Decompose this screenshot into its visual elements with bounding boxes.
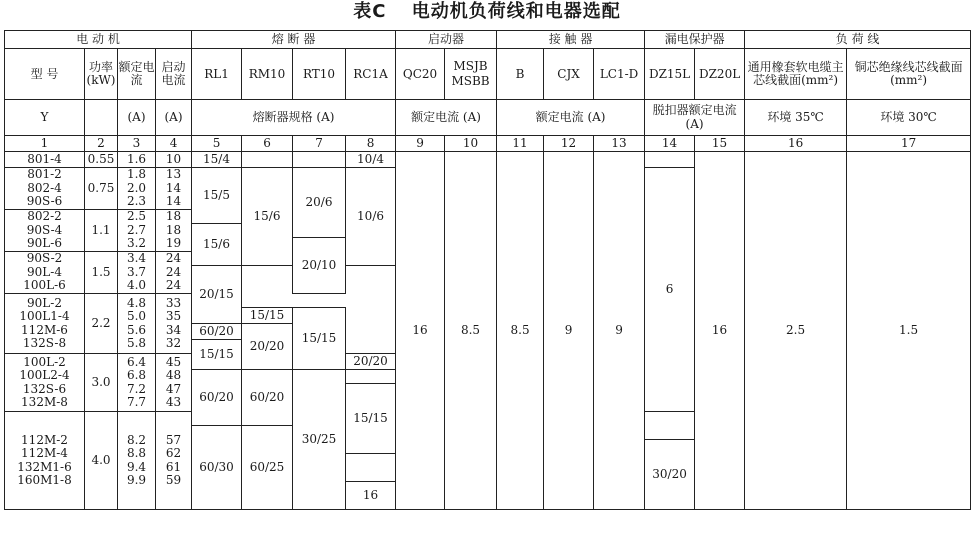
- rl1-cell: 60/30: [192, 426, 242, 510]
- col-model: 型 号: [5, 49, 85, 100]
- col-cjx: CJX: [544, 49, 594, 100]
- rc1a-cell: 15/15: [346, 384, 396, 454]
- rl1-cell: 15/15: [192, 340, 242, 370]
- b-cell: 8.5: [497, 152, 544, 510]
- rm10-cell: 60/20: [242, 370, 293, 426]
- col-dz20l: DZ20L: [695, 49, 745, 100]
- col-rm10: RM10: [242, 49, 293, 100]
- unit-model: Y: [5, 100, 85, 136]
- model-cell: 801-4: [5, 152, 85, 168]
- header-row-columns: [5, 49, 971, 100]
- unit-start: (A): [156, 100, 192, 136]
- qc20-cell: 16: [396, 152, 445, 510]
- unit-rated: (A): [118, 100, 156, 136]
- lc1d-cell: 9: [594, 152, 645, 510]
- rt10-cell: 20/10: [293, 238, 346, 294]
- model-cell: 100L-2 100L2-4 132S-6 132M-8: [5, 354, 85, 412]
- rated-cell: 2.5 2.7 3.2: [118, 210, 156, 252]
- rl1-cell: 15/15: [242, 308, 293, 324]
- rt10-cell: 30/25: [293, 370, 346, 510]
- col-number: 10: [445, 136, 497, 152]
- col-power: 功率(kW): [85, 49, 118, 100]
- rl1-cell: 60/20: [192, 370, 242, 426]
- model-cell: 112M-2 112M-4 132M1-6 160M1-8: [5, 412, 85, 510]
- rt10-cell: 20/6: [293, 168, 346, 238]
- group-contactor: 接 触 器: [497, 31, 645, 49]
- col-number: 17: [847, 136, 971, 152]
- rm10-cell: 15/15: [293, 308, 346, 370]
- col-number: 13: [594, 136, 645, 152]
- rm10-cell: 60/25: [242, 426, 293, 510]
- group-motor: 电 动 机: [5, 31, 192, 49]
- rt10-cell: 20/15: [192, 266, 242, 324]
- col-rated-current: 额定电流: [118, 49, 156, 100]
- col-number: 5: [192, 136, 242, 152]
- col-rc1a: RC1A: [346, 49, 396, 100]
- rated-cell: 6.4 6.8 7.2 7.7: [118, 354, 156, 412]
- power-cell: 0.75: [85, 168, 118, 210]
- col-number: 3: [118, 136, 156, 152]
- col-rubber-cable: 通用橡套软电缆主芯线截面(mm²): [745, 49, 847, 100]
- rl1-cell: 15/6: [192, 224, 242, 266]
- rm10-cell: 15/6: [242, 168, 293, 266]
- col-number: 7: [293, 136, 346, 152]
- dz15l-cell: 16: [346, 482, 396, 510]
- start-cell: 10: [156, 152, 192, 168]
- col-msjb: MSJB: [453, 59, 488, 73]
- power-cell: 2.2: [85, 294, 118, 354]
- group-leakage: 漏电保护器: [645, 31, 745, 49]
- rl1-cell: 60/20: [192, 324, 242, 340]
- model-cell: 802-2 90S-4 90L-6: [5, 210, 85, 252]
- col-qc20: QC20: [396, 49, 445, 100]
- power-cell: 1.1: [85, 210, 118, 252]
- col-number: 11: [497, 136, 544, 152]
- rm10-cell: [242, 152, 293, 168]
- col-number: 12: [544, 136, 594, 152]
- model-cell: 801-2 802-4 90S-6: [5, 168, 85, 210]
- power-cell: 3.0: [85, 354, 118, 412]
- start-cell: 57 62 61 59: [156, 412, 192, 510]
- power-cell: 1.5: [85, 252, 118, 294]
- power-cell: 4.0: [85, 412, 118, 510]
- col-rt10: RT10: [293, 49, 346, 100]
- start-cell: 45 48 47 43: [156, 354, 192, 412]
- rt10-cell: 20/20: [346, 354, 396, 370]
- unit-env35: 环境 35℃: [745, 100, 847, 136]
- start-cell: 18 18 19: [156, 210, 192, 252]
- rated-cell: 1.8 2.0 2.3: [118, 168, 156, 210]
- rubber-cable-cell: 2.5: [745, 152, 847, 510]
- rated-cell: 1.6: [118, 152, 156, 168]
- rated-cell: 3.4 3.7 4.0: [118, 252, 156, 294]
- col-msjb-msbb: [445, 49, 497, 100]
- col-number: 6: [242, 136, 293, 152]
- rc1a-cell: 10/6: [346, 168, 396, 266]
- table-title: [0, 0, 974, 26]
- unit-contactor-rated: 额定电流 (A): [497, 100, 645, 136]
- rl1-cell: 15/4: [192, 152, 242, 168]
- col-msbb: MSBB: [451, 74, 490, 88]
- col-number: 4: [156, 136, 192, 152]
- rated-cell: 8.2 8.8 9.4 9.9: [118, 412, 156, 510]
- dz20l-cell: 16: [695, 152, 745, 510]
- unit-env30: 环境 30℃: [847, 100, 971, 136]
- header-row-numbers: [5, 136, 971, 152]
- rl1-cell: 15/5: [192, 168, 242, 224]
- unit-starter-rated: 额定电流 (A): [396, 100, 497, 136]
- cjx-cell: 9: [544, 152, 594, 510]
- col-rl1: RL1: [192, 49, 242, 100]
- rt10-cell: [293, 152, 346, 168]
- col-number: 16: [745, 136, 847, 152]
- col-dz15l: DZ15L: [645, 49, 695, 100]
- rc1a-cell: 30/20: [645, 440, 695, 510]
- rt10-cell: 20/20: [242, 324, 293, 370]
- header-row-groups: [5, 31, 971, 49]
- table-title-text: 电动机负荷线和电器选配: [411, 1, 621, 22]
- col-copper-wire: 铜芯绝缘线芯线截面(mm²): [847, 49, 971, 100]
- dz15l-cell: [645, 152, 695, 168]
- group-load: 负 荷 线: [745, 31, 971, 49]
- motor-selection-table: [4, 30, 971, 510]
- msjb-cell: 8.5: [445, 152, 497, 510]
- power-cell: 0.55: [85, 152, 118, 168]
- col-number: 1: [5, 136, 85, 152]
- copper-wire-cell: 1.5: [847, 152, 971, 510]
- col-lc1d: LC1-D: [594, 49, 645, 100]
- col-number: 8: [346, 136, 396, 152]
- col-number: 2: [85, 136, 118, 152]
- model-cell: 90S-2 90L-4 100L-6: [5, 252, 85, 294]
- col-number: 9: [396, 136, 445, 152]
- rc1a-cell: 10/4: [346, 152, 396, 168]
- start-cell: 24 24 24: [156, 252, 192, 294]
- start-cell: 13 14 14: [156, 168, 192, 210]
- unit-power: [85, 100, 118, 136]
- table-tag: 表C: [353, 1, 387, 22]
- col-b: B: [497, 49, 544, 100]
- start-cell: 33 35 34 32: [156, 294, 192, 354]
- header-row-units: [5, 100, 971, 136]
- col-number: 14: [645, 136, 695, 152]
- unit-fuse-spec: 熔断器规格 (A): [192, 100, 396, 136]
- model-cell: 90L-2 100L1-4 112M-6 132S-8: [5, 294, 85, 354]
- unit-trip-rated: 脱扣器额定电流 (A): [645, 100, 745, 136]
- rated-cell: 4.8 5.0 5.6 5.8: [118, 294, 156, 354]
- col-number: 15: [695, 136, 745, 152]
- table-row: [5, 152, 971, 168]
- dz15l-cell: 6: [645, 168, 695, 412]
- group-fuse: 熔 断 器: [192, 31, 396, 49]
- group-starter: 启动器: [396, 31, 497, 49]
- col-start-current: 启动电流: [156, 49, 192, 100]
